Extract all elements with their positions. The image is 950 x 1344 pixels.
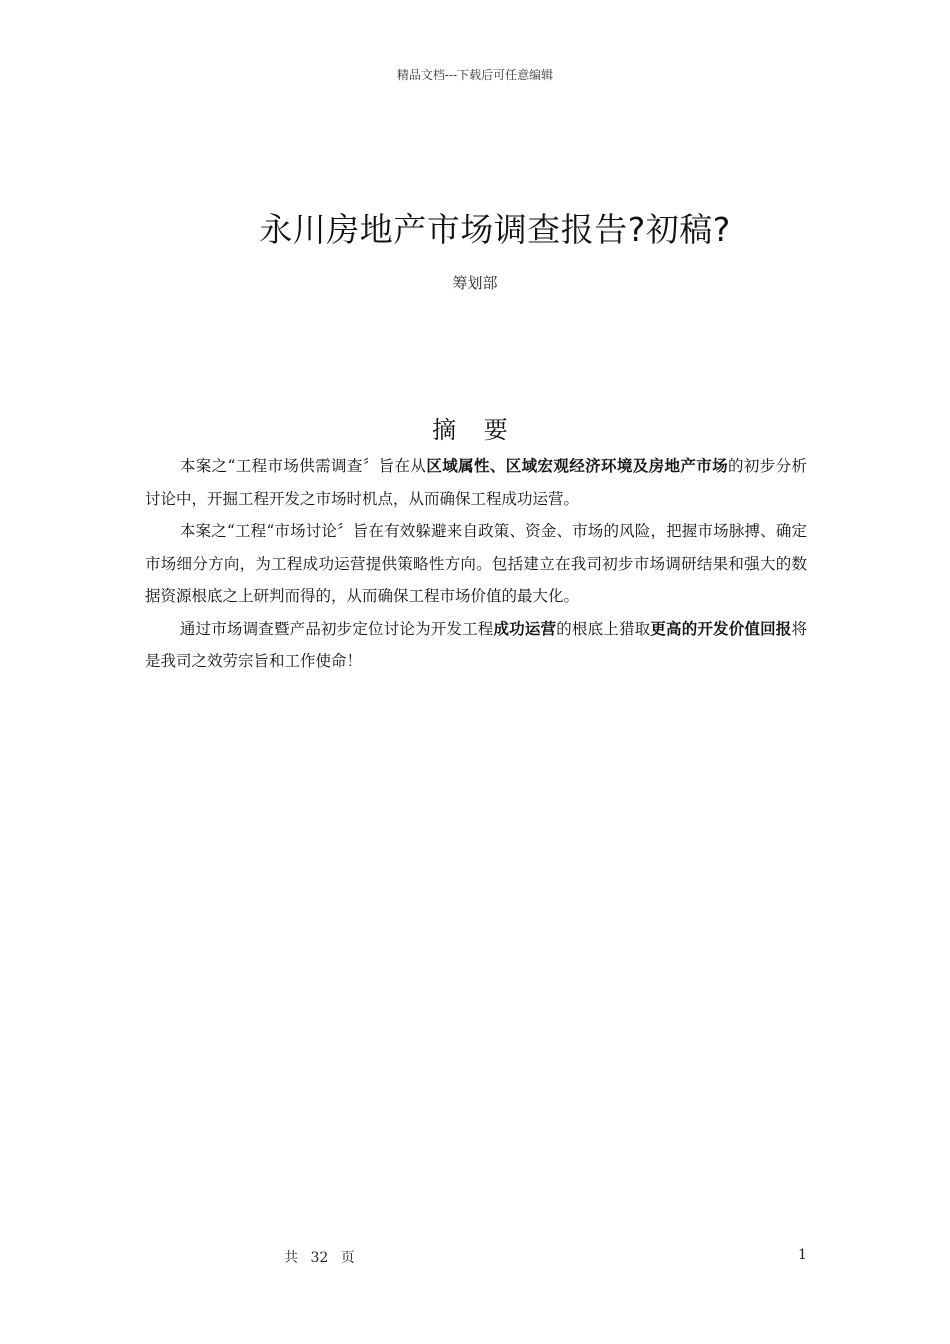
paragraph-text: 将是我司之效劳宗旨和工作使命！ [145, 619, 807, 670]
header-note: 精品文档---下载后可任意编辑 [396, 68, 554, 82]
document-author: 筹划部 [452, 274, 498, 292]
paragraph-text: 本案之“工程“市场讨论〞旨在有效躲避来自政策、资金、市场的风险，把握市场脉搏、确定市场细分方向，为工程成功运营提供策略性方向。包括建立在我司初步市场调研结果和强大的数据资源根底之上研判而得的，从而确保工程市场价值的最大化。 [145, 522, 807, 605]
paragraph-emphasis: 区域属性、区域宏观经济环境及房地产市场 [426, 457, 728, 475]
abstract-heading: 摘 要 [432, 416, 518, 444]
paragraph-text: 本案之“工程市场供需调查〞旨在从 [179, 457, 427, 475]
abstract-paragraph-3 [145, 613, 807, 678]
abstract-paragraph-2 [145, 515, 807, 613]
footer-total-pages [280, 1247, 359, 1267]
footer-total-suffix: 页 [340, 1250, 355, 1266]
abstract-paragraph-1 [145, 450, 807, 515]
footer-total-count: 32 [310, 1250, 329, 1266]
footer-total-prefix: 共 [284, 1250, 298, 1266]
paragraph-emphasis: 更高的开发价值回报 [650, 619, 792, 638]
paragraph-text: 的初步分析讨论中，开掘工程开发之市场时机点，从而确保工程成功运营。 [145, 457, 807, 508]
paragraph-emphasis: 成功运营 [493, 619, 557, 638]
footer-page-number: 1 [798, 1247, 807, 1263]
abstract-body [145, 450, 807, 678]
paragraph-text: 通过市场调查暨产品初步定位讨论为开发工程 [179, 619, 494, 638]
document-title: 永川房地产市场调查报告?初稿? [259, 210, 731, 249]
paragraph-text: 的根底上猎取 [556, 619, 651, 638]
